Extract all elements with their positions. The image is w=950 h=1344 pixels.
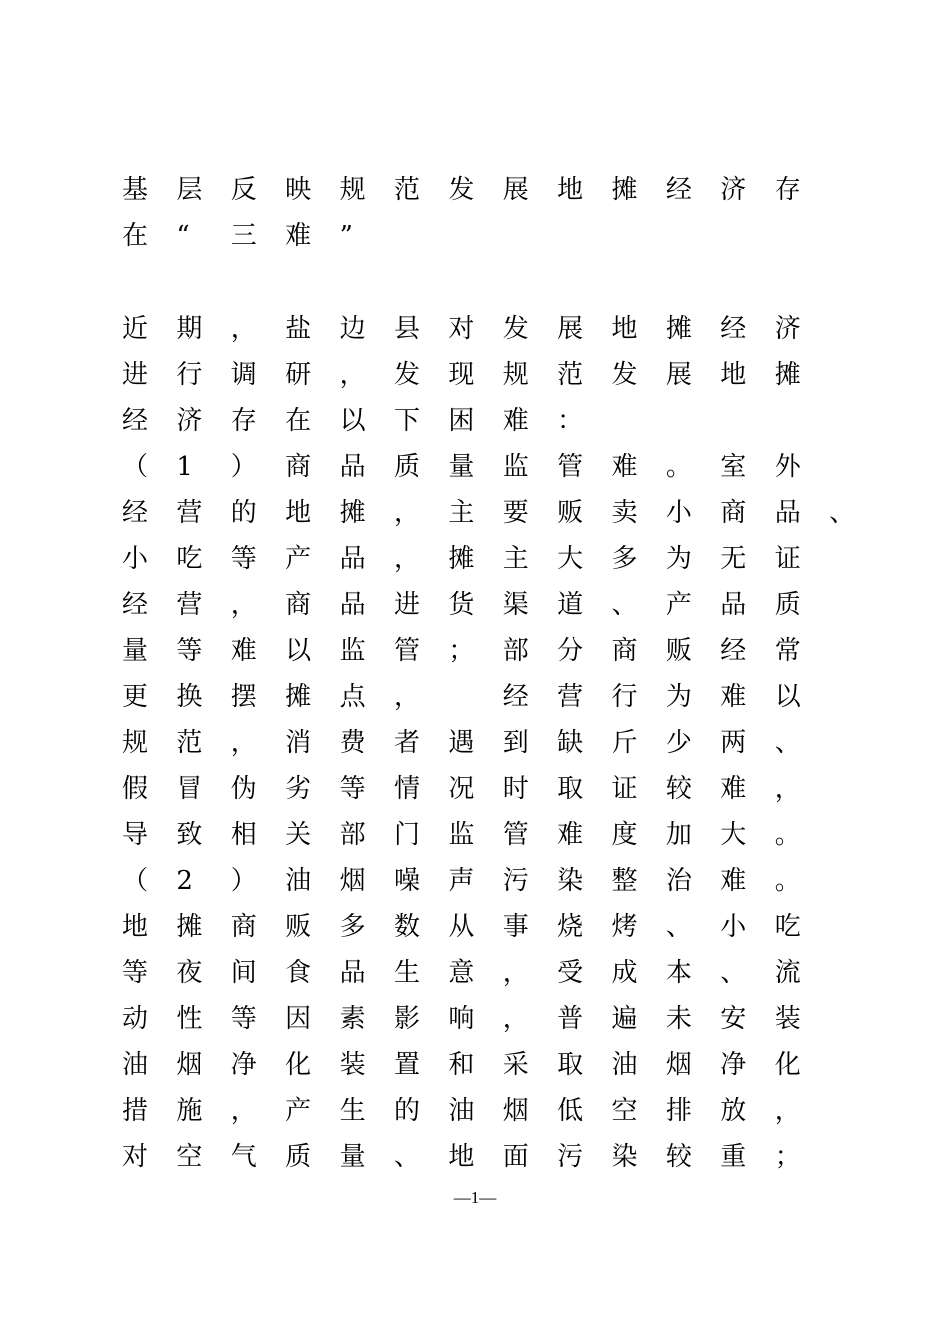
page-number: —1— [453, 1188, 497, 1207]
body-line: 假 冒 伪 劣 等 情 况 时 取 证 较 难 ， [122, 774, 801, 804]
body-line: 措 施 ， 产 生 的 油 烟 低 空 排 放 ， [122, 1096, 801, 1126]
body-line: 动 性 等 因 素 影 响 ， 普 遍 未 安 装 [122, 1004, 801, 1034]
body-line: 规 范 ， 消 费 者 遇 到 缺 斤 少 两 、 [122, 728, 801, 758]
body-line: 更 换 摆 摊 点 ， 经 营 行 为 难 以 [122, 682, 801, 712]
title-line: 在 “ 三 难 ” [122, 221, 353, 251]
body-line: 经 营 ， 商 品 进 货 渠 道 、 产 品 质 [122, 590, 801, 620]
title-line: 基 层 反 映 规 范 发 展 地 摊 经 济 存 [122, 175, 801, 205]
body-line: （ 1 ） 商 品 质 量 监 管 难 。 室 外 [122, 452, 801, 482]
body-line: 进 行 调 研 ， 发 现 规 范 发 展 地 摊 [122, 360, 801, 390]
body-line: 地 摊 商 贩 多 数 从 事 烧 烤 、 小 吃 [122, 912, 801, 942]
body-line: （ 2 ） 油 烟 噪 声 污 染 整 治 难 。 [122, 866, 801, 896]
body-line: 经 营 的 地 摊 ， 主 要 贩 卖 小 商 品 、 [122, 498, 856, 528]
body-line: 量 等 难 以 监 管 ； 部 分 商 贩 经 常 [122, 636, 801, 666]
body-line: 等 夜 间 食 品 生 意 ， 受 成 本 、 流 [122, 958, 801, 988]
body-line: 近 期 ， 盐 边 县 对 发 展 地 摊 经 济 [122, 314, 801, 344]
body-line: 对 空 气 质 量 、 地 面 污 染 较 重 ； [122, 1142, 801, 1172]
body-line: 油 烟 净 化 装 置 和 采 取 油 烟 净 化 [122, 1050, 801, 1080]
body-line: 经 济 存 在 以 下 困 难 ： [122, 406, 584, 436]
body-line: 导 致 相 关 部 门 监 管 难 度 加 大 。 [122, 820, 801, 850]
body-line: 小 吃 等 产 品 ， 摊 主 大 多 为 无 证 [122, 544, 801, 574]
